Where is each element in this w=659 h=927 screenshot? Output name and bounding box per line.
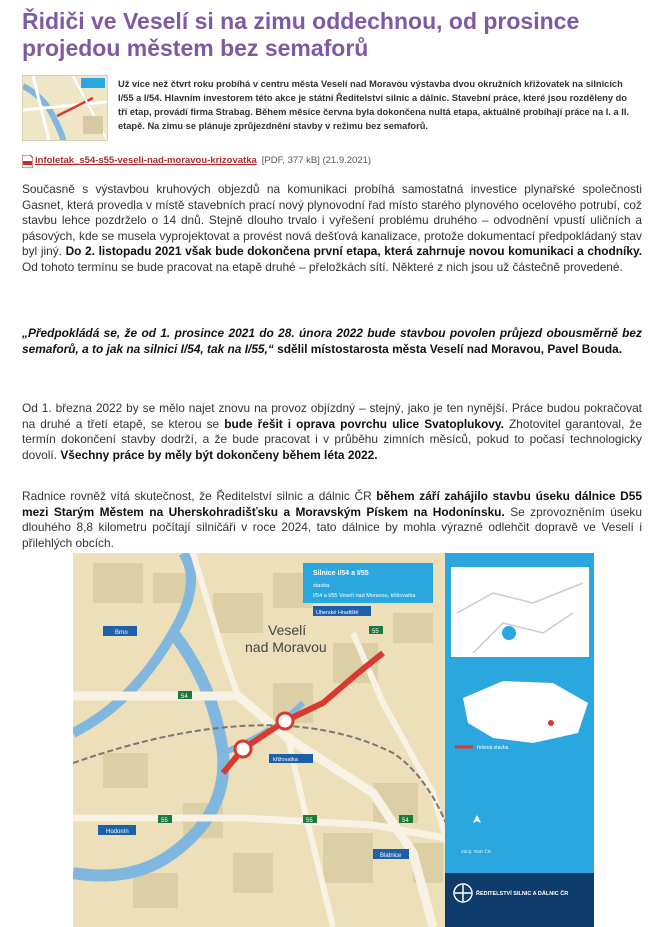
thumbnail-map-image — [23, 76, 107, 140]
map-svg — [73, 553, 594, 927]
paragraph-1-text-end: Od tohoto termínu se bude pracovat na etapě druhé – přeložkách sítí. Některé z nich jsou už částečně provedené. — [22, 259, 623, 274]
quote-attribution: sdělil místostarosta města Veselí nad Moravou, Pavel Bouda. — [273, 341, 623, 356]
paragraph-1-bold: Do 2. listopadu 2021 však bude dokončena první etapa, která zahrnuje novou komunikaci a chodníky. — [65, 244, 642, 259]
map-info-title: Silnice I/54 a I/55 — [313, 570, 369, 577]
paragraph-1 — [22, 182, 642, 276]
map-site-label: křižovatka — [273, 757, 298, 763]
paragraph-4 — [22, 489, 642, 551]
road-badge-5: 55 — [306, 818, 313, 824]
road-badge-1: 55 — [372, 629, 379, 635]
article-title: Řidiči ve Veselí si na zimu oddechnou, od prosince projedou městem bez semaforů — [22, 8, 580, 61]
map-sign-brno: Brno — [115, 630, 128, 636]
road-badge-3: 55 — [161, 818, 168, 824]
paragraph-1-text: Současně s výstavbou kruhových objezdů na komunikaci probíhá samostatná investice plynařské společnosti Gasnet, která provedla v místě stavebních prací nový plynovodní řad místo starého plynového ocelového potrubí, což stavbu lehce pozdrželo o 14 dnů. Stejně dlouho trvalo i vyřešení problému druhého – odvodnění vpustí uličních a pásových, kde se musela vyprojektovat a provést nová dešťová kanalizace, protože dokumentací předpokládaný stav byl jiný. — [22, 182, 642, 259]
attachment-link[interactable]: infoletak_s54-s55-veseli-nad-moravou-krizovatka — [35, 155, 257, 166]
lead-paragraph: Už více než čtvrt roku probíhá v centru města Veselí nad Moravou výstavba dvou okružních křižovatek na silnicích I/55 a I/54. Hlavním investorem této akce je státní Ředitelství silnic a dálnic. Stavební práce, které jsou rozděleny do tří etap, provádí firma Strabag. Během měsíce června byla dokončena nultá etapa, aktuálně probíhají práce na I. a II. etapě. Na zimu se plánuje zprůjezdnění stavby v režimu bez semaforů. — [118, 79, 629, 131]
construction-map — [73, 553, 594, 927]
paragraph-2-quote — [22, 326, 642, 357]
road-badge-4: 54 — [402, 818, 409, 824]
paragraph-4-text-end: Se zprovozněním úseku dlouhého 8,8 kilometru počítají silničáři v roce 2024, tato dálnice by mohla výrazně odlehčit dopravě ve Veselí i přilehlých obcích. — [22, 504, 642, 550]
paragraph-3-bold-end: Všechny práce by měly být dokončeny během léta 2022. — [60, 447, 378, 462]
map-sign-blatnice: Blatnice — [380, 853, 402, 859]
map-inset-marker — [502, 626, 516, 640]
map-sign-hodonin: Hodonín — [106, 829, 129, 835]
attachment-meta: [PDF, 377 kB] (21.9.2021) — [261, 155, 372, 166]
lead-thumbnail[interactable] — [22, 75, 108, 141]
road-badge-2: 54 — [181, 694, 188, 700]
map-credit: Zdroj: RSD ČR — [461, 849, 492, 854]
map-sign-uh: Uherské Hradiště — [316, 610, 359, 616]
pdf-icon — [22, 155, 33, 168]
paragraph-4-bold: během září zahájilo stavbu úseku dálnice D55 mezi Starým Městem na Uherskohradišťsku a Moravským Pískem na Hodonínsku. — [22, 489, 642, 519]
paragraph-3-text: Od 1. března 2022 by se mělo najet znovu na provoz objízdný – stejný, jako je ten nynější. Práce budou pokračovat na druhé a třetí etapě, se kterou se — [22, 401, 642, 431]
map-info-name: I/54 a I/55 Veselí nad Moravou, křižovatka — [313, 593, 416, 599]
map-inset-region — [451, 567, 589, 657]
map-town-label-2: nad Moravou — [245, 639, 327, 655]
map-info-sub: stavba — [313, 583, 330, 589]
map-legend: řešená stavba — [477, 745, 509, 751]
quote-text: „Předpokládá se, že od 1. prosince 2021 do 28. února 2022 bude stavbou povolen průjezd obousměrně bez semaforů, a to jak na silnici I/54, tak na I/55,“ — [22, 326, 642, 356]
map-town-label: Veselí — [268, 622, 307, 638]
paragraph-4-text: Radnice rovněž vítá skutečnost, že Ředitelství silnic a dálnic ČR — [22, 489, 372, 503]
paragraph-3-text-end: Zhotovitel garantoval, že termín dokončení stavby dodrží, a že bude pracovat i v průběhu zimních měsíců, pokud to počasí technologicky dovolí. — [22, 416, 642, 462]
agency-logo — [445, 873, 594, 927]
agency-name: ŘEDITELSTVÍ SILNIC A DÁLNIC ČR — [476, 891, 569, 897]
attachment-row — [22, 154, 371, 168]
paragraph-3 — [22, 401, 642, 463]
paragraph-3-bold: bude řešit i oprava povrchu ulice Svatoplukovy. — [224, 416, 504, 431]
